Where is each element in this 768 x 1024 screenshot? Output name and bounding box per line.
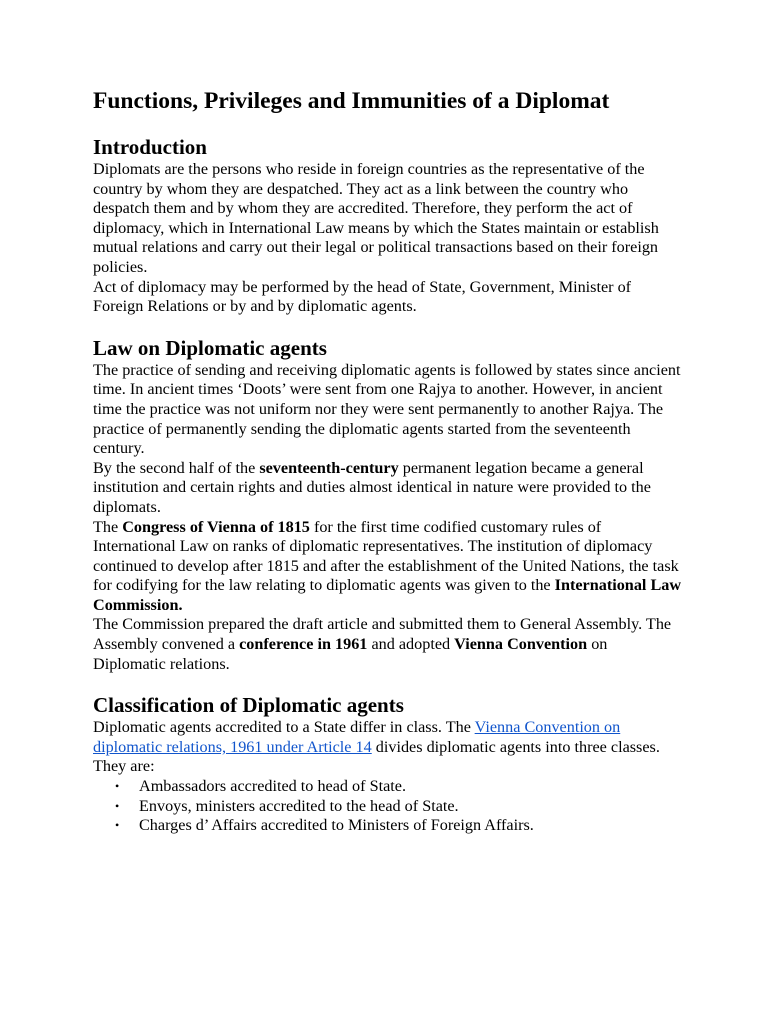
- law-p3-bold-congress-of-vienna: Congress of Vienna of 1815: [122, 517, 310, 536]
- law-p3-text-before: The: [93, 517, 123, 536]
- section-heading-classification: Classification of Diplomatic agents: [93, 693, 404, 718]
- list-item-text: Envoys, ministers accredited to the head of State.: [139, 796, 459, 815]
- law-paragraph-2: [93, 459, 683, 518]
- law-paragraph-1: The practice of sending and receiving diplomatic agents is followed by states since ancient time. In ancient times ‘Doots’ were sent from one Rajya to another. However, in ancient time the practice was not uniform nor they were sent permanently to another Rajya. The practice of permanently sending the diplomatic agents started from the seventeenth century.: [93, 360, 681, 458]
- classification-text-after: divides diplomatic agents into three classes. They are:: [93, 737, 660, 776]
- section-introduction: [93, 134, 683, 317]
- law-p4-bold-conference-1961: conference in 1961: [239, 635, 368, 654]
- section-law-on-diplomatic-agents: [93, 335, 683, 675]
- list-item: [93, 816, 683, 836]
- document-title: Functions, Privileges and Immunities of a Diplomat: [93, 88, 610, 114]
- law-p3-text-middle: for the first time codified customary rules of International Law on ranks of diplomatic representatives. The institution of diplomacy continued to develop after 1815 and after the establishment of the United Nations, the task for codifying for the law relating to diplomatic agents was given to the: [93, 517, 679, 595]
- intro-paragraph-2: Act of diplomacy may be performed by the head of State, Government, Minister of Foreign Relations or by and by diplomatic agents.: [93, 277, 632, 316]
- list-item: [93, 797, 683, 817]
- law-p4-text-middle: and adopted: [367, 635, 455, 654]
- classification-text-before: Diplomatic agents accredited to a State differ in class. The: [93, 718, 475, 737]
- section-heading-introduction: Introduction: [93, 135, 207, 159]
- law-p4-text-before: The Commission prepared the draft article and submitted them to General Assembly. The Assembly convened a: [93, 615, 672, 654]
- vienna-convention-link[interactable]: Vienna Convention on diplomatic relations, 1961 under Article 14: [93, 718, 621, 756]
- diplomatic-classes-list: [93, 777, 683, 836]
- intro-paragraph-1: Diplomats are the persons who reside in foreign countries as the representative of the country by whom they are despatched. They act as a link between the country who despatch them and by whom they are accredited. Therefore, they perform the act of diplomacy, which in International Law means by which the States maintain or establish mutual relations and carry out their legal or political transactions based on their foreign policies.: [93, 160, 659, 276]
- list-item-text: Charges d’ Affairs accredited to Ministers of Foreign Affairs.: [139, 816, 534, 835]
- document-page: [93, 86, 683, 854]
- law-paragraph-4: [93, 615, 683, 674]
- law-paragraph-3: [93, 518, 683, 616]
- law-p2-text-after: permanent legation became a general institution and certain rights and duties almost identical in nature were provided to the diplomats.: [93, 458, 651, 516]
- list-item: [93, 777, 683, 797]
- law-p2-bold-seventeenth-century: seventeenth-century: [259, 458, 399, 477]
- law-p2-text-before: By the second half of the: [93, 458, 260, 477]
- bullet-icon: •: [115, 798, 120, 813]
- list-item-text: Ambassadors accredited to head of State.: [139, 777, 406, 796]
- section-heading-law: Law on Diplomatic agents: [93, 335, 327, 360]
- law-p4-bold-vienna-convention: Vienna Convention: [454, 635, 588, 654]
- classification-paragraph: [93, 718, 683, 777]
- law-p3-bold-international-law-commission: International Law Commission.: [93, 576, 682, 614]
- law-p4-text-after: on Diplomatic relations.: [93, 635, 608, 673]
- bullet-icon: •: [115, 779, 120, 794]
- bullet-icon: •: [115, 818, 120, 833]
- section-classification: [93, 692, 683, 836]
